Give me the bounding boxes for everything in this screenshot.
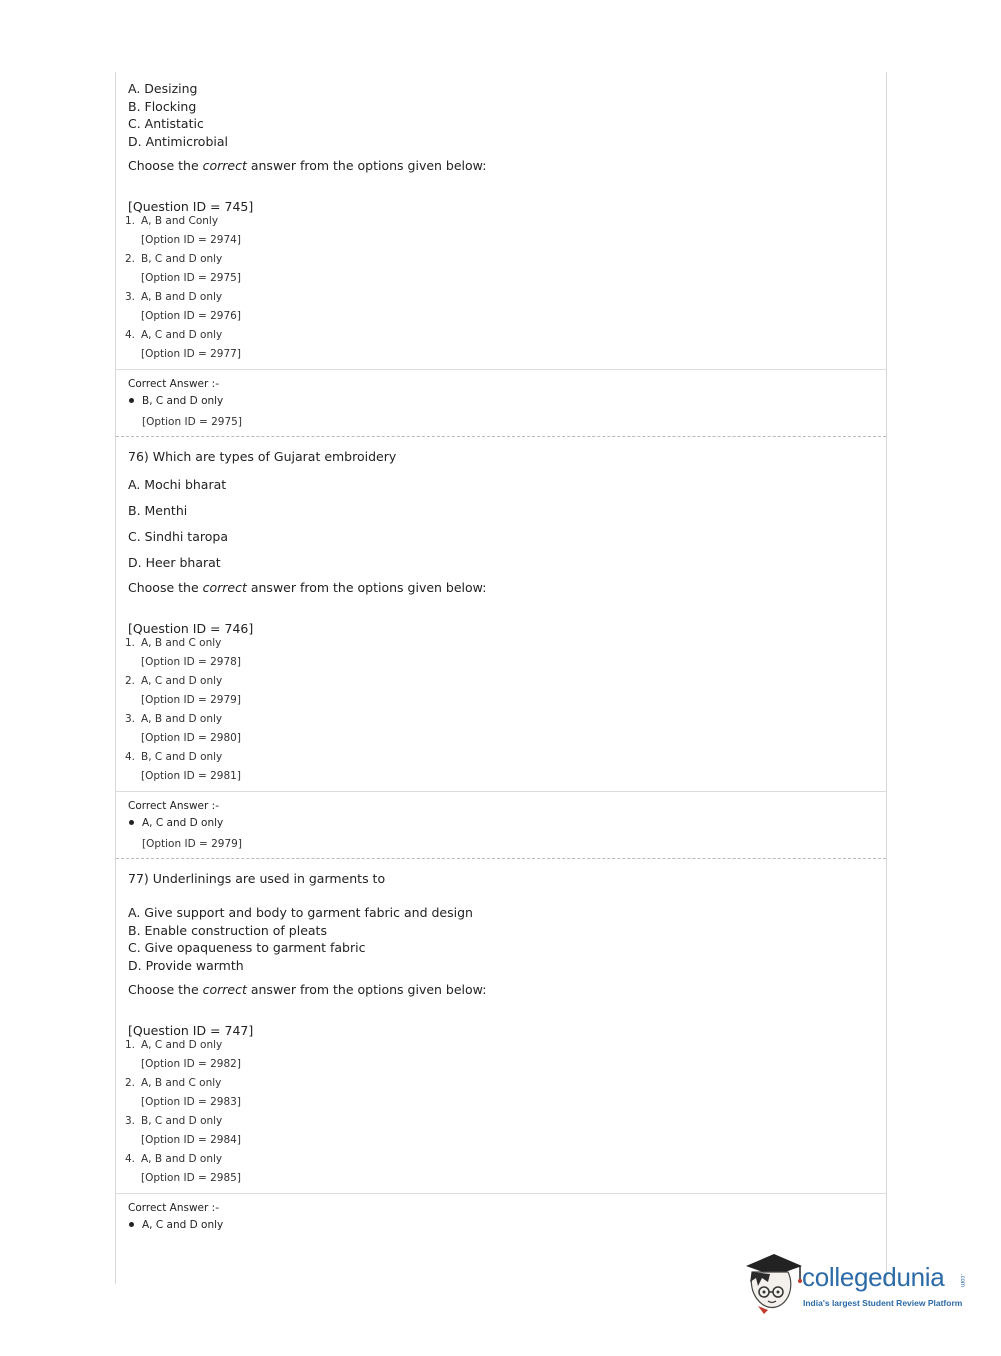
- option-2[interactable]: [125, 674, 886, 712]
- option-id: [Option ID = 2975]: [141, 272, 241, 284]
- option-text: A, B and D only: [141, 713, 223, 725]
- option-id: [Option ID = 2982]: [141, 1058, 241, 1070]
- option-number: 4.: [125, 329, 136, 341]
- option-text: B, C and D only: [141, 253, 223, 265]
- correct-answer-section: [116, 369, 886, 434]
- correct-answer-row: [128, 1216, 886, 1234]
- option-id: [Option ID = 2980]: [141, 732, 241, 744]
- option-id: [Option ID = 2981]: [141, 770, 241, 782]
- option-number: 3.: [125, 713, 136, 725]
- question-747: [116, 859, 886, 1190]
- option-text: A, B and D only: [141, 1153, 223, 1165]
- correct-answer-label: Correct Answer :-: [128, 1202, 219, 1214]
- question-title: 77) Underlinings are used in garments to: [128, 871, 386, 886]
- correct-answer-row: [128, 814, 886, 832]
- bullet-icon: [129, 820, 134, 825]
- option-number: 3.: [125, 291, 136, 303]
- instruction-pre: Choose the: [128, 158, 203, 173]
- option-list: [125, 214, 886, 366]
- statement-c: C. Sindhi taropa: [128, 529, 228, 544]
- bullet-icon: [129, 398, 134, 403]
- bullet-icon: [129, 1222, 134, 1227]
- question-id: [Question ID = 747]: [128, 1023, 254, 1038]
- option-3[interactable]: [125, 712, 886, 750]
- statement-b: B. Enable construction of pleats: [128, 922, 327, 938]
- instruction-emphasis: correct: [202, 982, 247, 997]
- instruction-emphasis: correct: [202, 580, 247, 595]
- option-text: B, C and D only: [141, 751, 223, 763]
- option-text: A, B and Conly: [141, 215, 219, 227]
- option-1[interactable]: [125, 214, 886, 252]
- question-page: [115, 72, 887, 1284]
- option-3[interactable]: [125, 290, 886, 328]
- option-text: A, B and D only: [141, 291, 223, 303]
- option-id: [Option ID = 2979]: [141, 694, 241, 706]
- statement-d: D. Heer bharat: [128, 555, 221, 570]
- statement-b: B. Flocking: [128, 98, 197, 114]
- correct-answer-text: B, C and D only: [142, 395, 224, 407]
- logo-com: .com: [959, 1274, 965, 1288]
- option-text: B, C and D only: [141, 1115, 223, 1127]
- option-1[interactable]: [125, 636, 886, 674]
- option-number: 4.: [125, 751, 136, 763]
- instruction-text: [128, 158, 886, 173]
- option-text: A, C and D only: [141, 675, 223, 687]
- instruction-pre: Choose the: [128, 580, 203, 595]
- option-number: 1.: [125, 637, 136, 649]
- question-id: [Question ID = 745]: [128, 199, 254, 214]
- statement-a: A. Desizing: [128, 81, 198, 96]
- correct-answer-text: A, C and D only: [142, 1219, 224, 1231]
- correct-answer-row: [128, 392, 886, 410]
- correct-answer-label: Correct Answer :-: [128, 800, 219, 812]
- option-number: 2.: [125, 1077, 136, 1089]
- option-list: [125, 636, 886, 788]
- option-2[interactable]: [125, 252, 886, 290]
- statement-c: C. Give opaqueness to garment fabric: [128, 940, 366, 955]
- instruction-text: [128, 580, 886, 595]
- option-text: A, B and C only: [141, 637, 222, 649]
- correct-answer-section: [116, 1193, 886, 1234]
- option-list: [125, 1038, 886, 1190]
- instruction-post: answer from the options given below:: [246, 982, 487, 997]
- instruction-post: answer from the options given below:: [246, 158, 487, 173]
- correct-answer-text: A, C and D only: [142, 817, 224, 829]
- mascot-icon: [742, 1248, 804, 1318]
- option-number: 1.: [125, 215, 136, 227]
- instruction-pre: Choose the: [128, 982, 203, 997]
- correct-answer-label: Correct Answer :-: [128, 378, 219, 390]
- instruction-emphasis: correct: [202, 158, 247, 173]
- option-4[interactable]: [125, 750, 886, 788]
- collegedunia-logo: [742, 1248, 972, 1318]
- option-id: [Option ID = 2976]: [141, 310, 241, 322]
- option-number: 3.: [125, 1115, 136, 1127]
- correct-answer-id: [Option ID = 2979]: [142, 838, 242, 850]
- option-3[interactable]: [125, 1114, 886, 1152]
- option-4[interactable]: [125, 328, 886, 366]
- question-title: 76) Which are types of Gujarat embroidery: [128, 449, 397, 464]
- statement-a: A. Give support and body to garment fabric and design: [128, 905, 473, 920]
- statement-b: B. Menthi: [128, 503, 188, 518]
- statement-list: [128, 80, 886, 150]
- option-id: [Option ID = 2974]: [141, 234, 241, 246]
- option-text: A, C and D only: [141, 329, 223, 341]
- logo-wordmark: collegedunia: [802, 1262, 945, 1292]
- correct-answer-id: [Option ID = 2975]: [142, 416, 242, 428]
- statement-c: C. Antistatic: [128, 116, 204, 131]
- option-id: [Option ID = 2978]: [141, 656, 241, 668]
- correct-answer-section: [116, 791, 886, 856]
- option-1[interactable]: [125, 1038, 886, 1076]
- option-id: [Option ID = 2983]: [141, 1096, 241, 1108]
- option-id: [Option ID = 2977]: [141, 348, 241, 360]
- question-746: [116, 437, 886, 788]
- statement-list: [128, 904, 886, 974]
- option-text: A, C and D only: [141, 1039, 223, 1051]
- option-2[interactable]: [125, 1076, 886, 1114]
- instruction-post: answer from the options given below:: [246, 580, 487, 595]
- option-id: [Option ID = 2984]: [141, 1134, 241, 1146]
- statement-d: D. Provide warmth: [128, 957, 244, 973]
- option-number: 2.: [125, 675, 136, 687]
- question-745: [116, 72, 886, 366]
- question-id: [Question ID = 746]: [128, 621, 254, 636]
- statement-a: A. Mochi bharat: [128, 477, 227, 492]
- option-number: 1.: [125, 1039, 136, 1051]
- option-4[interactable]: [125, 1152, 886, 1190]
- statement-d: D. Antimicrobial: [128, 133, 228, 149]
- statement-list: [128, 472, 886, 576]
- option-text: A, B and C only: [141, 1077, 222, 1089]
- logo-tagline: India's largest Student Review Platform: [803, 1298, 963, 1308]
- option-number: 2.: [125, 253, 136, 265]
- instruction-text: [128, 982, 886, 997]
- option-id: [Option ID = 2985]: [141, 1172, 241, 1184]
- option-number: 4.: [125, 1153, 136, 1165]
